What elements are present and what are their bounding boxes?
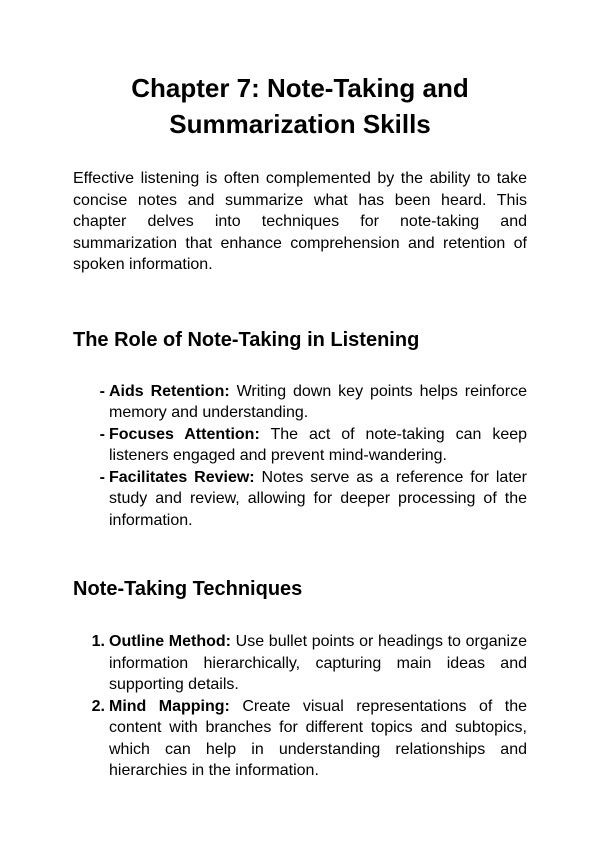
item-text: Use bullet points or headings to organize information hierarchically, capturing main ideas and supporting details. xyxy=(109,633,528,693)
item-text: Notes serve as a reference for later study and review, allowing for deeper processing of the information. xyxy=(109,468,527,529)
number-marker: 1. xyxy=(91,633,105,650)
list-item xyxy=(73,424,527,467)
section-heading-role: The Role of Note-Taking in Listening xyxy=(73,328,420,351)
item-term: Outline Method: xyxy=(109,633,231,650)
list-item xyxy=(73,381,527,424)
section-heading-techniques: Note-Taking Techniques xyxy=(73,578,303,600)
item-text: The act of note-taking can keep listeners engaged and prevent mind-wandering. xyxy=(109,425,528,464)
list-item xyxy=(73,696,527,782)
techniques-numbered-list xyxy=(73,631,527,782)
bullet-marker: - xyxy=(99,382,105,400)
number-marker: 2. xyxy=(91,697,105,715)
bullet-marker: - xyxy=(99,425,105,443)
intro-paragraph: Effective listening is often complemented by the ability to take concise notes and summarize what has been heard. This chapter delves into techniques for note-taking and summarization that enhance comprehension and retention of spoken information. xyxy=(73,170,527,273)
bullet-marker: - xyxy=(99,468,105,486)
list-item xyxy=(73,631,527,696)
item-term: Facilitates Review: xyxy=(109,468,255,486)
chapter-title: Chapter 7: Note-Taking and Summarization Skills xyxy=(131,73,469,139)
item-term: Aids Retention: xyxy=(109,382,230,400)
item-text: Create visual representations of the content with branches for different topics and subtopics, which can help in understanding relationships and hierarchies in the information. xyxy=(109,697,528,779)
item-term: Focuses Attention: xyxy=(109,425,260,443)
item-term: Mind Mapping: xyxy=(109,697,230,715)
role-bullet-list xyxy=(73,381,527,532)
item-text: Writing down key points helps reinforce memory and understanding. xyxy=(109,382,527,421)
list-item xyxy=(73,467,527,532)
